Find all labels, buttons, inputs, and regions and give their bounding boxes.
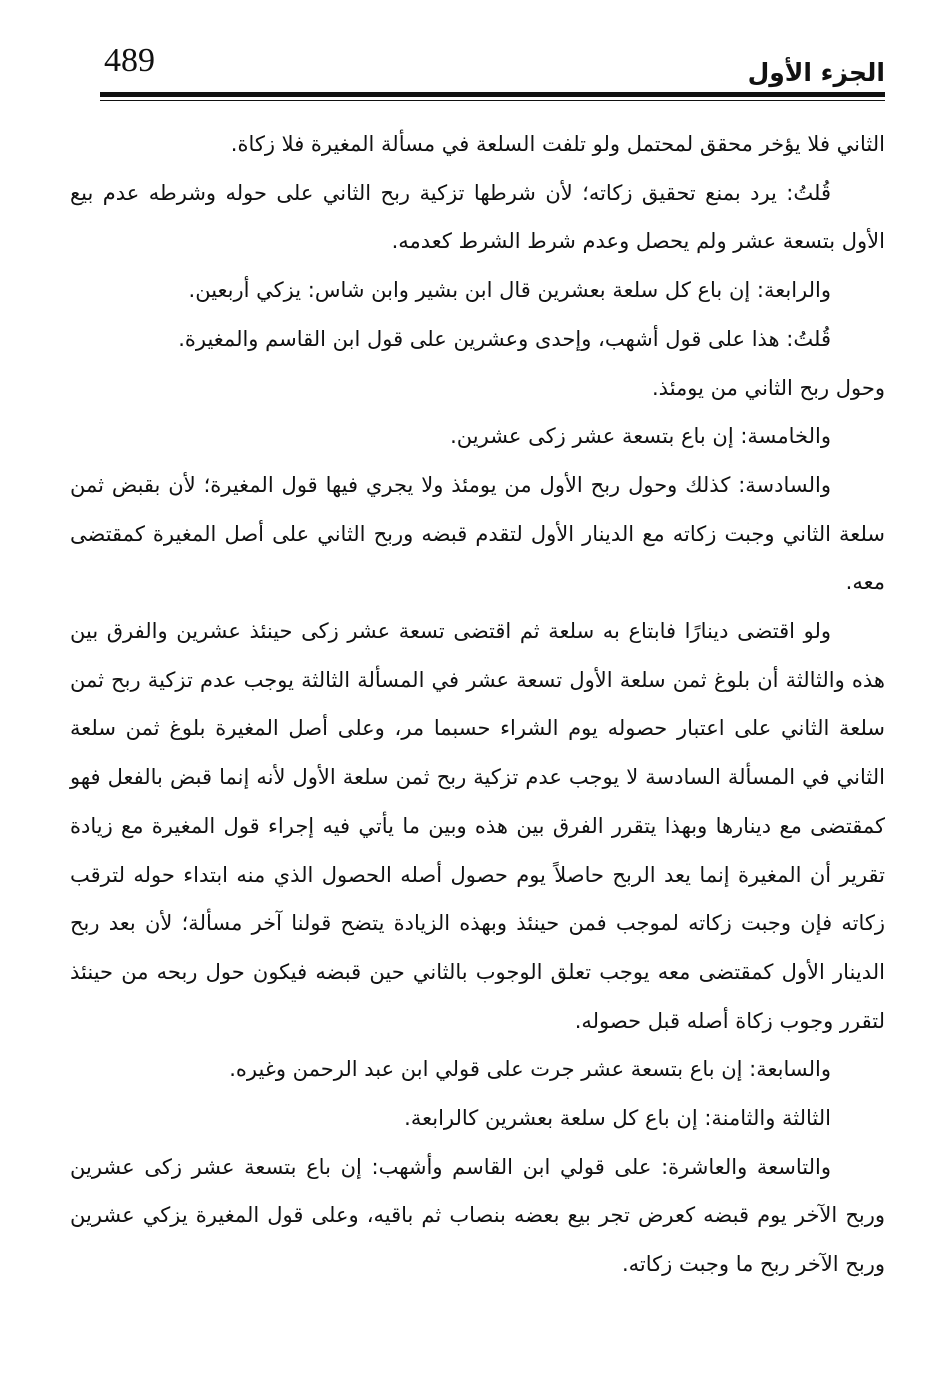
paragraph-6: والخامسة: إن باع بتسعة عشر زكى عشرين. bbox=[450, 424, 831, 449]
paragraph-8: ولو اقتضى دينارًا فابتاع به سلعة ثم اقتضى تسعة عشر زكى حينئذ عشرين والفرق بين هذه والثالثة أن بلوغ ثمن سلعة الأول تسعة عشر في المسألة الثالثة يوجب عدم تزكية ربح ثمن سلعة الثاني على اعتبار حصوله يوم الشراء حسبما مر، وعلى أصل المغيرة بلوغ ثمن سلعة الثاني في المسألة السادسة لا يوجب عدم تزكية ربح ثمن سلعة الأول لأنه إنما قبض بالفعل فهو كمقتضى مع دينارها وبهذا يتقرر الفرق بين هذه وبين ما يأتي فيه إجراء قول المغيرة مع زيادة تقرير أن المغيرة إنما يعد الربح حاصلاً يوم حصول أصله الحصول الذي منه ابتداء حوله لترقب زكاته فإن وجبت زكاته لموجب فمن حينئذ وبهذه الزيادة يتضح قولنا آخر مسألة؛ لأن بعد ربح الدينار الأول كمقتضى معه يوجب تعلق الوجوب بالثاني حين قبضه فيكون حول ربحه من حينئذ لتقرر وجوب زكاة أصله قبل حصوله. bbox=[70, 619, 885, 1033]
paragraph-5: وحول ربح الثاني من يومئذ. bbox=[652, 375, 885, 400]
page-number: 489 bbox=[104, 42, 155, 79]
paragraph-1: الثاني فلا يؤخر محقق لمحتمل ولو تلفت السلعة في مسألة المغيرة فلا زكاة. bbox=[230, 132, 885, 156]
paragraph-3: والرابعة: إن باع كل سلعة بعشرين قال ابن بشير وابن شاس: يزكي أربعين. bbox=[188, 278, 831, 303]
part-title: الجزء الأول bbox=[747, 58, 885, 87]
paragraph-9: والسابعة: إن باع بتسعة عشر جرت على قولي ابن عبد الرحمن وغيره. bbox=[229, 1057, 831, 1082]
header-rule-thin bbox=[100, 100, 885, 101]
paragraph-4: قُلتُ: هذا على قول أشهب، وإحدى وعشرين على قول ابن القاسم والمغيرة. bbox=[178, 326, 831, 351]
paragraph-11: والتاسعة والعاشرة: على قولي ابن القاسم وأشهب: إن باع بتسعة عشر زكى عشرين وربح الآخر يوم قبضه كعرض تجر بيع بعضه بنصاب ثم باقيه، وعلى قول المغيرة يزكي عشرين وربح الآخر ربح ما وجبت زكاته. bbox=[70, 1154, 885, 1277]
paragraph-10: الثالثة والثامنة: إن باع كل سلعة بعشرين كالرابعة. bbox=[404, 1106, 831, 1131]
paragraph-2: قُلتُ: يرد بمنع تحقيق زكاته؛ لأن شرطها تزكية ربح الثاني على حوله وشرطه عدم بيع الأول بتسعة عشر ولم يحصل وعدم شرط الشرط كعدمه. bbox=[70, 180, 885, 254]
header-rule-thick bbox=[100, 92, 885, 97]
page-body bbox=[70, 120, 885, 1289]
page-header bbox=[60, 40, 885, 100]
paragraph-7: والسادسة: كذلك وحول ربح الأول من يومئذ ولا يجري فيها قول المغيرة؛ لأن بقبض ثمن سلعة الثاني وجبت زكاته مع الدينار الأول لتقدم قبضه وربح الثاني على أصل المغيرة كمقتضى معه. bbox=[70, 472, 885, 595]
